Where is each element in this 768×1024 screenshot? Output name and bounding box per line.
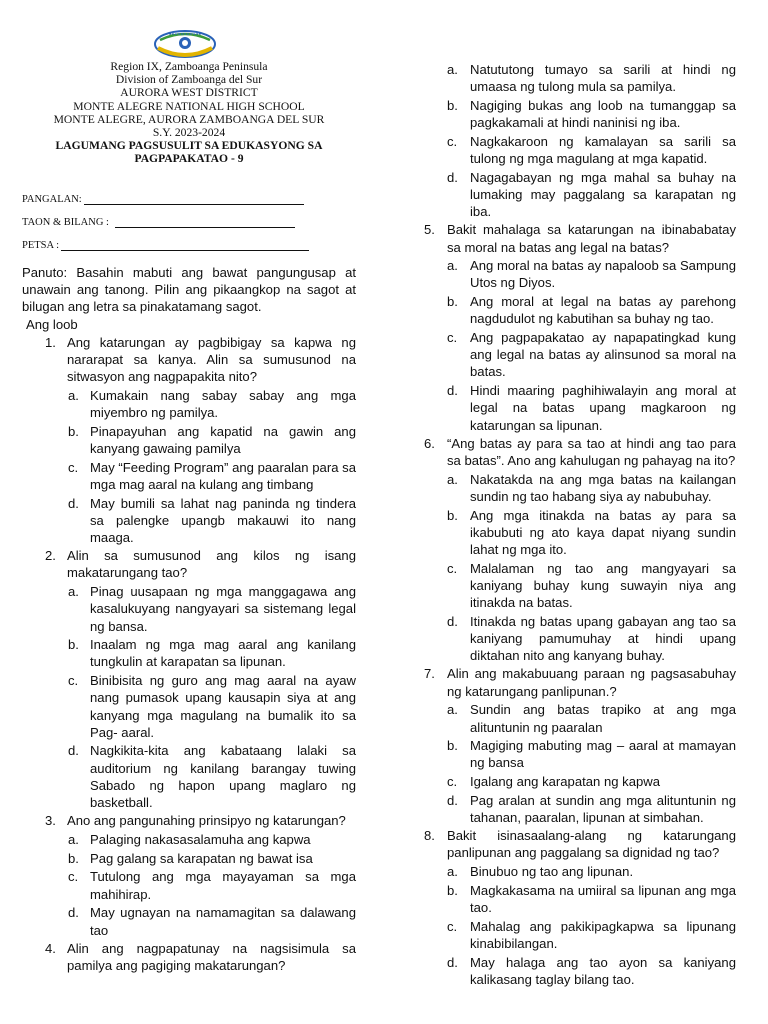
option-text: Pag galang sa karapatan ng bawat isa xyxy=(90,850,313,866)
option-letter: b. xyxy=(68,850,79,866)
option-text: Nagiging bukas ang loob na tumanggap sa pagkakamali at hindi naninisi ng iba. xyxy=(470,97,736,131)
address-line: MONTE ALEGRE, AURORA ZAMBOANGA DEL SUR xyxy=(53,112,325,126)
question-number: 7. xyxy=(424,666,435,682)
question-text: Bakit isinasaalang-alang ng katarungang panlipunan ang paggalang sa dignidad ng tao? xyxy=(447,828,736,861)
school-logo xyxy=(152,26,218,60)
option-letter: d. xyxy=(68,743,79,759)
question-text: Alin ang nagpapatunay na nagsisimula sa pamilya ang pagiging makatarungan? xyxy=(67,940,356,973)
option-8b[interactable] xyxy=(424,882,736,916)
option-letter: c. xyxy=(447,918,458,934)
option-letter: a. xyxy=(447,864,458,880)
option-text: Tutulong ang mga mayayaman sa mga mahihirap. xyxy=(90,869,356,902)
option-letter: b. xyxy=(68,637,79,653)
question-7 xyxy=(424,665,736,699)
option-8d[interactable] xyxy=(424,954,736,988)
section-label: TAON & BILANG : xyxy=(22,217,109,228)
option-text: Pinag uusapaan ng mga manggagawa ang kasalukuyang nangyayari sa sistemang legal ng bansa. xyxy=(90,584,356,634)
option-text: Nagagabayan ng mga mahal sa buhay na lumaking may paggalang sa karapatan ng iba. xyxy=(470,169,736,220)
option-text: Ang mga itinakda na batas ay para sa ikabubuti ng ato kaya dapat niyang sundin lahat ng mga ito. xyxy=(470,507,736,557)
date-blank[interactable] xyxy=(61,240,309,251)
option-letter: b. xyxy=(447,882,458,898)
option-letter: b. xyxy=(447,294,458,310)
option-4a[interactable] xyxy=(424,61,736,95)
option-5c[interactable] xyxy=(424,329,736,381)
option-text: Binubuo ng tao ang lipunan. xyxy=(470,864,634,880)
option-text: Ang pagpapakatao ay napapatingkad kung ang legal na batas ay alinsunod sa moral na batas. xyxy=(470,330,736,380)
option-letter: d. xyxy=(447,169,458,185)
option-6d[interactable] xyxy=(424,613,736,665)
option-text: May halaga ang tao ayon sa kaniyang kalikasang taglay bilang tao. xyxy=(470,954,736,987)
option-letter: b. xyxy=(447,738,458,754)
question-text: Alin ang makabuuang paraan ng pagsasabuhay ng katarungang panlipunan.? xyxy=(447,666,736,699)
option-1b[interactable] xyxy=(22,423,356,457)
question-text: Bakit mahalaga sa katarungan na ibinababatay sa moral na batas ang legal na batas? xyxy=(447,222,736,255)
option-2b[interactable] xyxy=(22,636,356,670)
option-text: Mahalag ang pakikipagkapwa sa lipunang kinabibilangan. xyxy=(470,918,736,951)
option-4b[interactable] xyxy=(424,97,736,131)
section-blank[interactable] xyxy=(115,217,295,228)
option-letter: a. xyxy=(68,387,79,403)
option-text: Ang moral at legal na batas ay parehong nagdudulot ng kabutihan sa buhay ng tao. xyxy=(470,294,736,327)
question-number: 3. xyxy=(45,813,56,829)
option-letter: d. xyxy=(68,905,79,921)
question-text: Ano ang pangunahing prinsipyo ng katarungan? xyxy=(67,813,346,829)
district-line: AURORA WEST DISTRICT xyxy=(120,86,258,100)
question-5 xyxy=(424,221,736,255)
right-column xyxy=(424,61,736,988)
option-2c[interactable] xyxy=(22,672,356,741)
question-3 xyxy=(22,812,356,829)
school-line: MONTE ALEGRE NATIONAL HIGH SCHOOL xyxy=(73,99,305,113)
date-label: PETSA : xyxy=(22,240,60,251)
option-4d[interactable] xyxy=(424,169,736,221)
option-letter: a. xyxy=(447,702,458,718)
question-6 xyxy=(424,435,736,469)
name-field[interactable] xyxy=(22,194,304,205)
question-2 xyxy=(22,547,356,581)
option-text: Palaging nakasasalamuha ang kapwa xyxy=(90,832,311,847)
school-year-line: S.Y. 2023-2024 xyxy=(152,126,226,140)
option-letter: b. xyxy=(447,97,458,113)
option-letter: d. xyxy=(447,792,458,808)
option-letter: a. xyxy=(447,471,458,487)
option-letter: c. xyxy=(447,774,458,790)
option-text: Malalaman ng tao ang mangyayari sa kaniyang buhay kung suwayin niya ang itinakda na batas. xyxy=(470,560,736,611)
option-text: Natututong tumayo sa sarili at hindi ng umaasa ng tulong mula sa pamilya. xyxy=(470,62,736,95)
option-text: May ugnayan na namamagitan sa dalawang tao xyxy=(90,905,356,938)
option-7a[interactable] xyxy=(424,701,736,735)
option-text: Magiging mabuting mag – aaral at mamayan ng bansa xyxy=(470,738,736,771)
option-3a[interactable] xyxy=(22,831,356,848)
question-number: 4. xyxy=(45,940,56,956)
option-text: Igalang ang karapatan ng kapwa xyxy=(470,774,661,790)
division-line: Division of Zamboanga del Sur xyxy=(115,73,263,87)
option-letter: a. xyxy=(447,62,458,77)
option-6c[interactable] xyxy=(424,560,736,612)
option-text: Itinakda ng batas upang gabayan ang tao sa kaniyang pamumuhay at hindi upang diktahan nito ang kanyang buhay. xyxy=(470,613,736,664)
option-text: Sundin ang batas trapiko at ang mga alituntunin ng paaralan xyxy=(470,702,736,735)
region-line: Region IX, Zamboanga Peninsula xyxy=(110,60,268,73)
option-text: Inaalam ng mga mag aaral ang kanilang tungkulin at karapatan sa lipunan. xyxy=(90,637,356,670)
option-2d[interactable] xyxy=(22,742,356,811)
question-8 xyxy=(424,827,736,861)
option-text: May bumili sa lahat nag paninda ng tindera sa palengke upangb makauwi ito nang maaga. xyxy=(90,495,356,546)
option-8a[interactable] xyxy=(424,863,736,880)
question-1 xyxy=(22,334,356,386)
left-column xyxy=(22,264,356,974)
exam-title-line1: LAGUMANG PAGSUSULIT SA EDUKASYONG SA xyxy=(55,139,323,153)
option-3b[interactable] xyxy=(22,850,356,867)
section-field[interactable] xyxy=(22,217,295,228)
option-letter: c. xyxy=(68,869,79,885)
question-text: Ang katarungan ay pagbibigay sa kapwa ng nararapat sa kanya. Alin sa sumusunod na sitwasyon ang nagpapakita nito? xyxy=(67,334,356,385)
option-letter: b. xyxy=(68,423,79,439)
option-text: Magkakasama na umiiral sa lipunan ang mga tao. xyxy=(470,882,736,916)
option-5a[interactable] xyxy=(424,257,736,291)
option-text: Nagkikita-kita ang kabataang lalaki sa auditorium ng kanilang barangay tuwing Sabado ng hapon upang maglaro ng basketball. xyxy=(90,743,356,811)
option-5d[interactable] xyxy=(424,382,736,434)
option-6a[interactable] xyxy=(424,471,736,505)
option-text: Kumakain nang sabay sabay ang mga miyembro ng pamilya. xyxy=(90,387,356,421)
option-text: Nakatakda na ang mga batas na kailangan sundin ng tao habang siya ay nabubuhay. xyxy=(470,471,736,504)
question-number: 8. xyxy=(424,828,435,844)
question-number: 6. xyxy=(424,435,435,451)
option-letter: c. xyxy=(68,459,79,475)
option-1c[interactable] xyxy=(22,459,356,493)
option-text: Hindi maaring paghihiwalayin ang moral at legal na batas upang magkaroon ng katarungan sa lipunan. xyxy=(470,383,736,433)
option-letter: d. xyxy=(447,383,458,399)
question-text: “Ang batas ay para sa tao at hindi ang tao para sa batas”. Ano ang kahulugan ng pahayag na ito? xyxy=(447,435,736,468)
option-letter: d. xyxy=(447,954,458,970)
option-5b[interactable] xyxy=(424,293,736,327)
option-letter: a. xyxy=(447,258,458,274)
date-field[interactable] xyxy=(22,240,309,251)
option-6b[interactable] xyxy=(424,507,736,559)
question-number: 2. xyxy=(45,548,56,564)
option-letter: a. xyxy=(68,832,79,847)
option-letter: b. xyxy=(447,507,458,523)
option-7c[interactable] xyxy=(424,773,736,790)
name-label: PANGALAN: xyxy=(22,194,82,205)
option-3d[interactable] xyxy=(22,904,356,938)
option-1a[interactable] xyxy=(22,387,356,421)
question-number: 5. xyxy=(424,222,435,238)
instructions: Panuto: Basahin mabuti ang bawat pangungusap at unawain ang tanong. Pilin ang pikaangkop na sagot at bilugan ang letra sa pinakatamang sagot. xyxy=(22,265,356,315)
option-7b[interactable] xyxy=(424,737,736,771)
option-text: May “Feeding Program” ang paaralan para sa mga mag aaral na kulang ang timbang xyxy=(90,459,356,492)
question-number: 1. xyxy=(45,334,56,350)
option-letter: c. xyxy=(447,133,458,149)
option-text: Ang moral na batas ay napaloob sa Sampung Utos ng Diyos. xyxy=(470,258,736,291)
option-text: Pag aralan at sundin ang mga alituntunin ng tahanan, paaralan, lipunan at simbahan. xyxy=(470,792,736,826)
name-blank[interactable] xyxy=(84,194,304,205)
stray-text: Ang loob xyxy=(26,316,78,332)
option-8c[interactable] xyxy=(424,918,736,952)
option-letter: a. xyxy=(68,584,79,600)
option-text: Nagkakaroon ng kamalayan sa sarili sa tulong ng mga magulang at mga kapatid. xyxy=(470,133,736,167)
document-header xyxy=(22,60,356,166)
option-1d[interactable] xyxy=(22,495,356,547)
option-letter: d. xyxy=(68,495,79,511)
option-letter: d. xyxy=(447,613,458,629)
option-letter: c. xyxy=(68,673,79,689)
option-7d[interactable] xyxy=(424,792,736,826)
option-3c[interactable] xyxy=(22,868,356,902)
option-2a[interactable] xyxy=(22,583,356,635)
question-4 xyxy=(22,940,356,974)
option-4c[interactable] xyxy=(424,133,736,167)
option-text: Binibisita ng guro ang mag aaral na ayaw nang pumasok upang kausapin siya at ang kanyang mga magulang na bumalik ito sa Pag- aaral. xyxy=(90,673,356,740)
question-text: Alin sa sumusunod ang kilos ng isang makatarungang tao? xyxy=(67,548,356,581)
option-letter: c. xyxy=(447,330,458,346)
option-text: Pinapayuhan ang kapatid na gawin ang kanyang gawaing pamilya xyxy=(90,423,356,457)
exam-title-line2: PAGPAPAKATAO - 9 xyxy=(134,152,244,166)
option-letter: c. xyxy=(447,560,458,576)
